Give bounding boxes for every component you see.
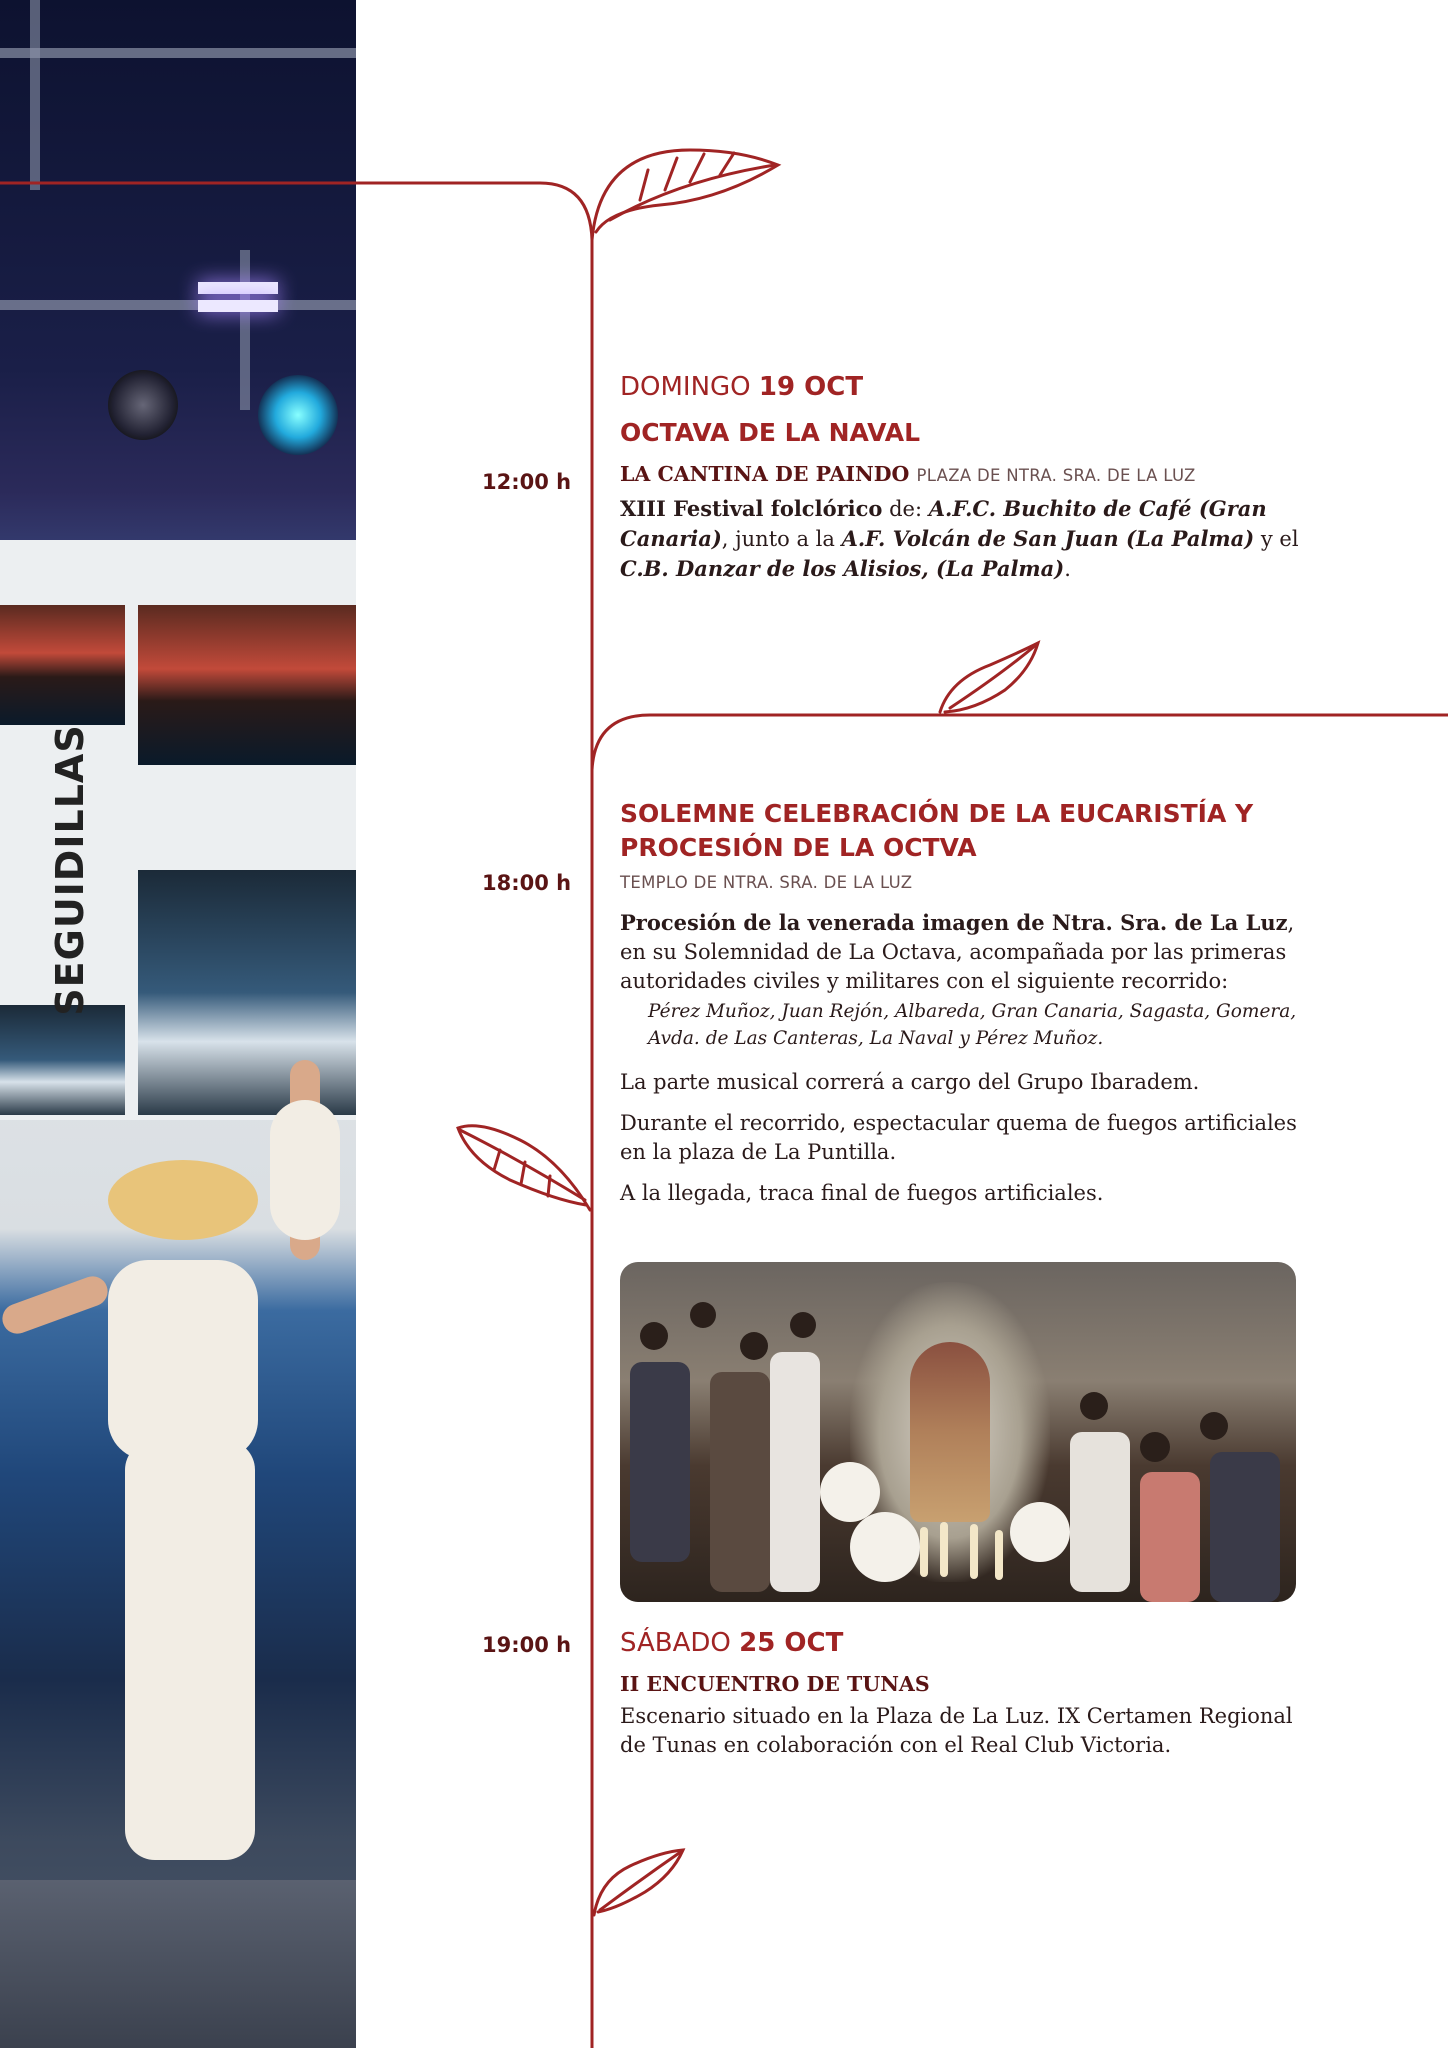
stage-photo	[0, 0, 356, 2048]
event-day: SÁBADO 25 OCT	[620, 1628, 844, 1658]
leaf-icon	[592, 150, 778, 240]
event-time: 12:00 h	[482, 470, 572, 494]
stage-light-bar	[198, 300, 278, 312]
stage-truss	[0, 48, 356, 58]
event-subtitle: LA CANTINA DE PAINDO PLAZA DE NTRA. SRA. DE LA LUZ	[620, 462, 1196, 486]
event-description: XIII Festival folclórico de: A.F.C. Buchito de Café (Gran Canaria), junto a la A.F. Volcán de San Juan (La Palma) y el C.B. Danzar de los Alisios, (La Palma).	[620, 496, 1299, 581]
event-place: TEMPLO DE NTRA. SRA. DE LA LUZ	[620, 873, 913, 892]
event-place: PLAZA DE NTRA. SRA. DE LA LUZ	[916, 466, 1196, 485]
event-music: La parte musical correrá a cargo del Grupo Ibaradem.	[620, 1070, 1200, 1094]
event-time: 18:00 h	[482, 871, 572, 895]
event-domingo	[620, 372, 1310, 584]
event-title: SOLEMNE CELEBRACIÓN DE LA EUCARISTÍA Y PROCESIÓN DE LA OCTVA	[620, 799, 1254, 862]
dancer	[125, 1440, 255, 1860]
virgin-image	[910, 1342, 990, 1522]
procession-photo	[620, 1262, 1296, 1602]
event-subtitle: II ENCUENTRO DE TUNAS	[620, 1672, 930, 1696]
event-time: 19:00 h	[482, 1633, 572, 1657]
stage-spotlight	[258, 375, 338, 455]
vine-branch	[592, 715, 1448, 770]
event-fireworks: Durante el recorrido, espectacular quema de fuegos artificiales en la plaza de La Puntilla.	[620, 1111, 1297, 1164]
event-description: Escenario situado en la Plaza de La Luz. IX Certamen Regional de Tunas en colaboración con el Real Club Victoria.	[620, 1704, 1293, 1757]
stage-floor	[0, 1880, 356, 2048]
leaf-icon	[940, 643, 1038, 712]
banner-word: SEGUIDILLAS	[48, 724, 92, 1016]
stage-truss	[0, 300, 356, 310]
dancer-hat	[108, 1160, 258, 1240]
leaf-icon	[458, 1126, 590, 1210]
event-arrival: A la llegada, traca final de fuegos artificiales.	[620, 1181, 1104, 1205]
event-eucaristia	[620, 797, 1310, 1208]
event-sabado	[620, 1628, 1310, 1760]
procession-route: Pérez Muñoz, Juan Rejón, Albareda, Gran Canaria, Sagasta, Gomera, Avda. de Las Canteras, La Naval y Pérez Muñoz.	[648, 1001, 1297, 1049]
dancer	[108, 1260, 258, 1460]
event-description: Procesión de la venerada imagen de Ntra. Sra. de La Luz, en su Solemnidad de La Octava, acompañada por las primeras autoridades civiles y militares con el siguiente recorrido:	[620, 910, 1295, 993]
stage-truss	[240, 250, 250, 410]
stage-truss	[30, 0, 40, 190]
stage-light-bar	[198, 282, 278, 294]
stage-spotlight	[108, 370, 178, 440]
leaf-icon	[594, 1850, 683, 1915]
event-title: OCTAVA DE LA NAVAL	[620, 418, 921, 447]
event-day: DOMINGO 19 OCT	[620, 372, 864, 402]
